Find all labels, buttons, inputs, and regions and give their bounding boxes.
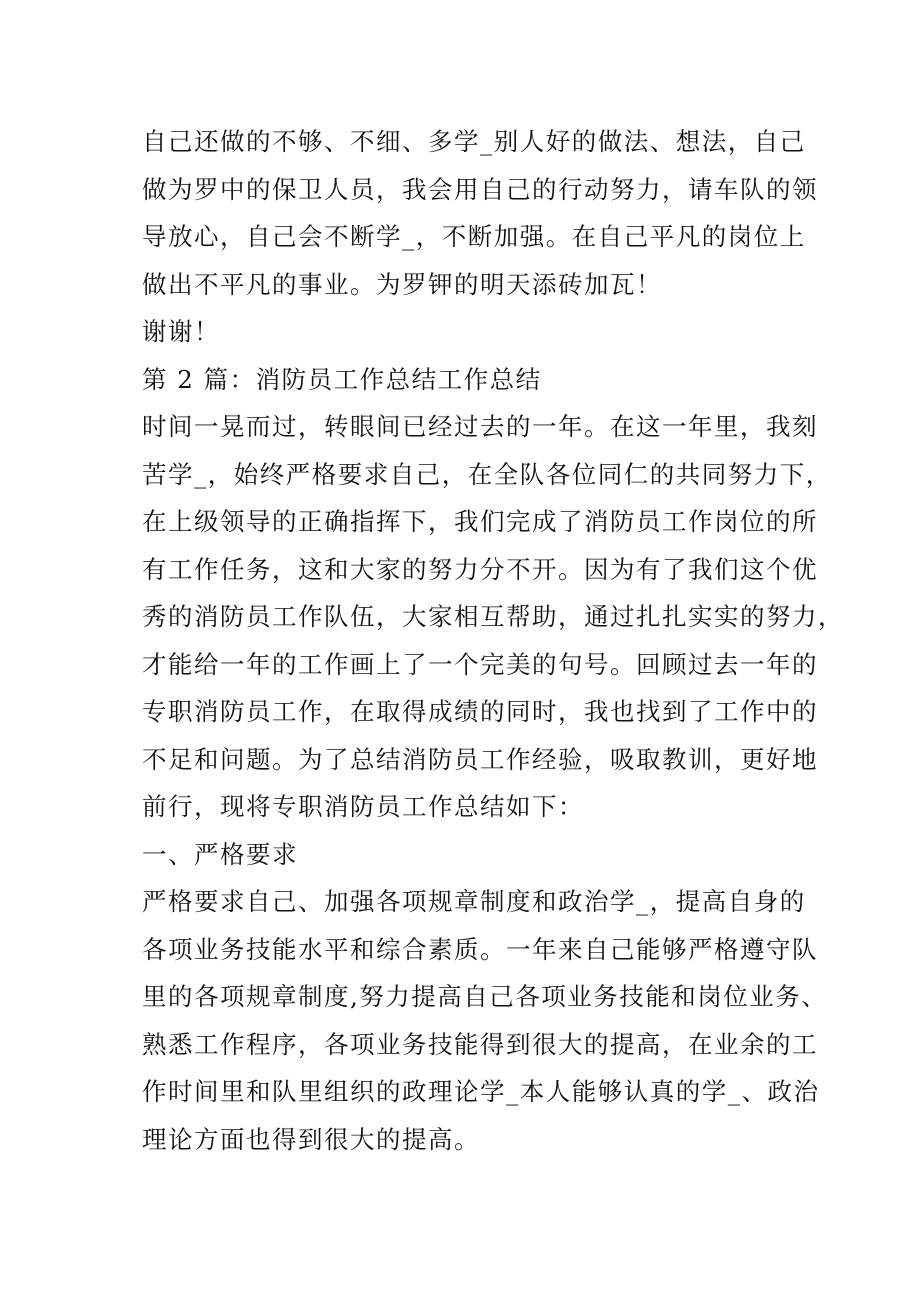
text-line: 熟悉工作程序，各项业务技能得到很大的提高，在业余的工: [142, 1029, 818, 1059]
text-line: 各项业务技能水平和综合素质。一年来自己能够严格遵守队: [142, 934, 818, 964]
text-line: 专职消防员工作，在取得成绩的同时，我也找到了工作中的: [142, 697, 818, 726]
text-line: 有工作任务，这和大家的努力分不开。因为有了我们这个优: [142, 554, 818, 584]
text-line: 自己还做的不够、不细、多学_别人好的做法、想法，自己: [142, 127, 806, 156]
text-line: 做出不平凡的事业。为罗钾的明天添砖加瓦！: [142, 269, 662, 299]
text-line: 前行，现将专职消防员工作总结如下：: [142, 792, 584, 821]
text-line: 严格要求自己、加强各项规章制度和政治学_，提高自身的: [142, 887, 806, 916]
text-line: 做为罗中的保卫人员，我会用自己的行动努力，请车队的领: [142, 174, 818, 204]
subsection-heading: 一、严格要求: [142, 839, 298, 869]
text-line: 里的各项规章制度,努力提高自己各项业务技能和岗位业务、: [142, 982, 828, 1011]
text-line: 理论方面也得到很大的提高。: [142, 1124, 480, 1154]
closing-line: 谢谢！: [142, 317, 220, 346]
document-body: [142, 118, 844, 1163]
text-line: 不足和问题。为了总结消防员工作经验，吸取教训，更好地: [142, 744, 818, 774]
section-heading: 第 2 篇：消防员工作总结工作总结: [142, 364, 542, 394]
text-line: 秀的消防员工作队伍，大家相互帮助，通过扎扎实实的努力，: [142, 602, 844, 631]
text-line: 时间一晃而过，转眼间已经过去的一年。在这一年里，我刻: [142, 412, 818, 441]
text-line: 才能给一年的工作画上了一个完美的句号。回顾过去一年的: [142, 649, 818, 679]
text-line: 作时间里和队里组织的政理论学_本人能够认真的学_、政治: [142, 1077, 820, 1106]
text-line: 导放心，自己会不断学_，不断加强。在自己平凡的岗位上: [142, 222, 806, 251]
text-line: 苦学_，始终严格要求自己，在全队各位同仁的共同努力下，: [142, 459, 832, 489]
text-line: 在上级领导的正确指挥下，我们完成了消防员工作岗位的所: [142, 507, 818, 536]
